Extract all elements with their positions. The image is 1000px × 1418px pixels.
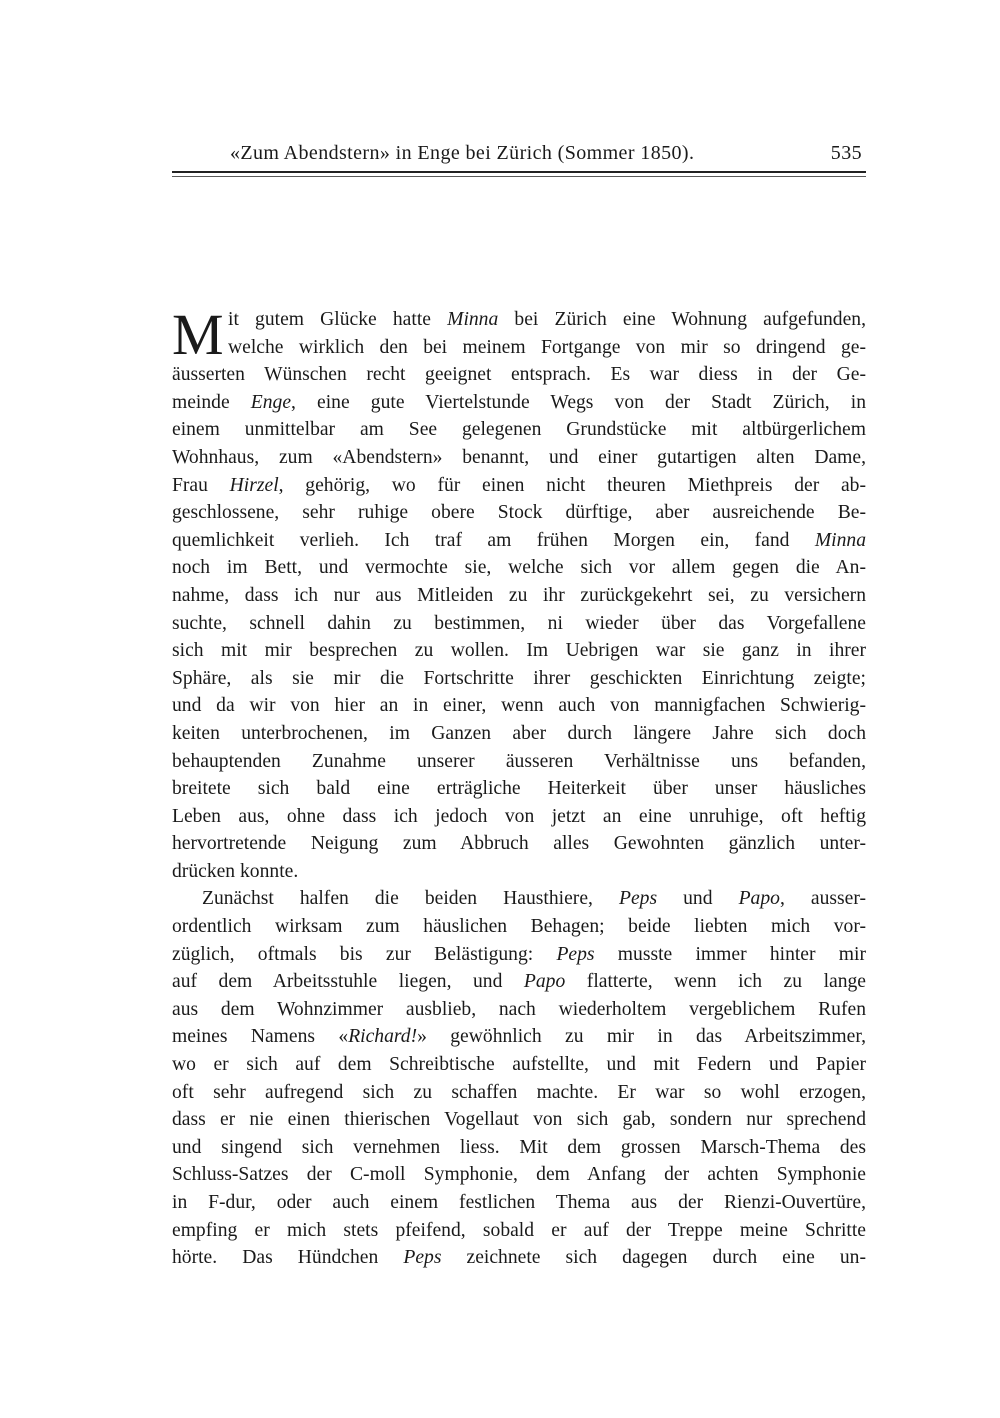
text-line: it gutem Glücke hatte Minna bei Zürich eine Wohnung aufgefunden, (228, 309, 866, 330)
text-line: geschlossene, sehr ruhige obere Stock dürftige, aber ausreichende Be- (172, 502, 866, 524)
chapter-title: «Zum Abendstern» in Enge bei Zürich (Sommer 1850). (230, 142, 695, 164)
running-head (172, 140, 866, 170)
text-line: hörte. Das Hündchen Peps zeichnete sich dagegen durch eine un- (172, 1247, 866, 1269)
text-line: ordentlich wirksam zum häuslichen Behagen; beide liebten mich vor- (172, 916, 866, 938)
text-line: Leben aus, ohne dass ich jedoch von jetzt an eine unruhige, oft heftig (172, 805, 866, 827)
text-line: auf dem Arbeitsstuhle liegen, und Papo flatterte, wenn ich zu lange (172, 971, 866, 993)
text-line: Zunächst halfen die beiden Hausthiere, Peps und Papo, ausser- (202, 888, 866, 910)
text-line: dass er nie einen thierischen Vogellaut von sich gab, sondern nur sprechend (172, 1109, 866, 1131)
text-line: breitete sich bald eine erträgliche Heiterkeit über unser häusliches (172, 778, 866, 800)
header-rule-thin (172, 176, 866, 177)
text-line: aus dem Wohnzimmer ausblieb, nach wiederholtem vergeblichem Rufen (172, 998, 866, 1020)
text-line: Wohnhaus, zum «Abendstern» benannt, und einer gutartigen alten Dame, (172, 446, 866, 468)
text-line: äusserten Wünschen recht geeignet entsprach. Es war diess in der Ge- (172, 364, 866, 386)
text-line: einem unmittelbar am See gelegenen Grundstücke mit altbürgerlichem (172, 419, 866, 441)
text-line: Schluss-Satzes der C-moll Symphonie, dem Anfang der achten Symphonie (172, 1164, 866, 1186)
text-line: meines Namens «Richard!» gewöhnlich zu mir in das Arbeitszimmer, (172, 1026, 866, 1048)
text-line: und da wir von hier an in einer, wenn auch von mannigfachen Schwierig- (172, 695, 866, 717)
text-line: meinde Enge, eine gute Viertelstunde Wegs von der Stadt Zürich, in (172, 391, 866, 413)
text-line: quemlichkeit verlieh. Ich traf am frühen Morgen ein, fand Minna (172, 529, 866, 551)
body-text (172, 302, 866, 1272)
text-line: suchte, schnell dahin zu bestimmen, ni wieder über das Vorgefallene (172, 612, 866, 634)
text-line: welche wirklich den bei meinem Fortgange von mir so dringend ge- (228, 336, 866, 358)
drop-cap: M (172, 302, 224, 367)
text-line: züglich, oftmals bis zur Belästigung: Peps musste immer hinter mir (172, 943, 866, 965)
text-line: hervortretende Neigung zum Abbruch alles Gewohnten gänzlich unter- (172, 833, 866, 855)
text-line: keiten unterbrochenen, im Ganzen aber durch längere Jahre sich doch (172, 722, 866, 744)
text-line: wo er sich auf dem Schreibtische aufstellte, und mit Federn und Papier (172, 1054, 866, 1076)
text-line: noch im Bett, und vermochte sie, welche sich vor allem gegen die An- (172, 557, 866, 579)
paragraph-1 (172, 302, 866, 885)
text-line: behauptenden Zunahme unserer äusseren Verhältnisse uns befanden, (172, 750, 866, 772)
text-line: und singend sich vernehmen liess. Mit dem grossen Marsch-Thema des (172, 1136, 866, 1158)
text-line: Sphäre, als sie mir die Fortschritte ihrer geschickten Einrichtung zeigte; (172, 667, 866, 689)
text-line: oft sehr aufregend sich zu schaffen machte. Er war so wohl erzogen, (172, 1081, 866, 1103)
text-line: drücken konnte. (172, 860, 299, 882)
text-line: Frau Hirzel, gehörig, wo für einen nicht theuren Miethpreis der ab- (172, 474, 866, 496)
page-number: 535 (830, 142, 862, 164)
text-line: empfing er mich stets pfeifend, sobald er auf der Treppe meine Schritte (172, 1219, 866, 1241)
text-line: nahme, dass ich nur aus Mitleiden zu ihr zurückgekehrt sei, zu versichern (172, 584, 866, 606)
text-line: in F-dur, oder auch einem festlichen Thema aus der Rienzi-Ouvertüre, (172, 1192, 866, 1213)
text-line: sich mit mir besprechen zu wollen. Im Uebrigen war sie ganz in ihrer (172, 640, 866, 662)
paragraph-2 (172, 885, 866, 1271)
header-rule (172, 171, 866, 173)
